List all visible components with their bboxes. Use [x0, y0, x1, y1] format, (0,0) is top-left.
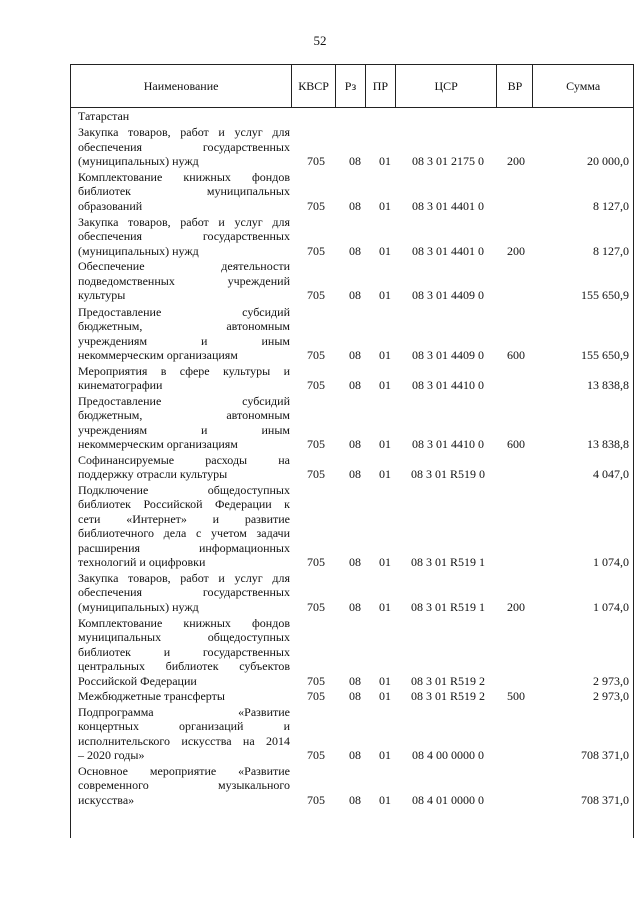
table-row [0, 215, 640, 259]
row-rz: 08 [349, 288, 361, 302]
row-name-line: расширения информационных [78, 540, 290, 555]
table-row [0, 364, 640, 393]
row-vr: 200 [507, 243, 525, 258]
row-pr: 01 [379, 198, 391, 213]
row-name-line: обеспечения государственных [78, 229, 290, 243]
table-row [0, 571, 640, 615]
row-name-line: культуры [78, 288, 126, 302]
table-row [0, 109, 640, 124]
row-kvsr: 705 [307, 599, 325, 614]
row-name-line: (муниципальных) нужд [78, 599, 199, 614]
row-name-line: Обеспечение деятельности [78, 259, 290, 273]
row-sum: 13 838,8 [587, 378, 629, 392]
row-pr: 01 [379, 748, 391, 762]
row-kvsr: 705 [307, 555, 325, 569]
row-name [78, 259, 290, 303]
row-csr: 08 3 01 4401 0 [412, 243, 484, 258]
row-csr: 08 4 01 0000 0 [412, 792, 484, 807]
row-pr: 01 [379, 348, 391, 362]
row-vr: 600 [507, 437, 525, 451]
row-rz: 08 [349, 555, 361, 569]
row-name-line: Подключение общедоступных [78, 482, 290, 497]
row-sum: 2 973,0 [593, 673, 629, 688]
header-rz: Рз [336, 65, 366, 107]
row-rz: 08 [349, 348, 361, 362]
row-kvsr: 705 [307, 378, 325, 392]
row-name-line: Основное мероприятие «Развитие [78, 763, 290, 778]
header-sum: Сумма [566, 78, 601, 93]
row-name-line: современного музыкального [78, 778, 290, 792]
row-kvsr: 705 [307, 288, 325, 302]
header-pr: ПР [366, 65, 396, 107]
row-name [78, 483, 290, 570]
row-sum: 1 074,0 [593, 599, 629, 614]
row-rz: 08 [349, 243, 361, 258]
row-name [78, 689, 290, 704]
row-vr: 200 [507, 154, 525, 168]
table-row [0, 170, 640, 214]
row-name [78, 305, 290, 363]
table-header [70, 64, 634, 108]
row-name-line: образований [78, 198, 143, 213]
row-csr: 08 4 00 0000 0 [412, 748, 484, 762]
row-sum: 155 650,9 [581, 288, 629, 302]
row-csr: 08 3 01 2175 0 [412, 154, 484, 168]
row-name-line: подведомственных учреждений [78, 273, 290, 288]
row-name-line: центральных библиотек субъектов [78, 659, 290, 673]
row-vr: 200 [507, 599, 525, 614]
row-name [78, 764, 290, 808]
row-sum: 155 650,9 [581, 348, 629, 362]
row-rz: 08 [349, 154, 361, 168]
row-name [78, 125, 290, 169]
row-rz: 08 [349, 748, 361, 762]
row-pr: 01 [379, 673, 391, 688]
row-name-line: Предоставление субсидий [78, 304, 290, 319]
row-name-line: Софинансируемые расходы на [78, 452, 290, 467]
row-kvsr: 705 [307, 198, 325, 213]
row-rz: 08 [349, 378, 361, 392]
row-name-line: бюджетным, автономным [78, 319, 290, 333]
row-kvsr: 705 [307, 243, 325, 258]
row-kvsr: 705 [307, 437, 325, 451]
row-name-line: искусства» [78, 792, 135, 807]
row-name-line: исполнительского искусства на 2014 [78, 733, 290, 748]
table-row [0, 705, 640, 763]
row-sum: 1 074,0 [593, 555, 629, 569]
table-row [0, 453, 640, 482]
row-sum: 2 973,0 [593, 689, 629, 703]
row-name [78, 109, 290, 124]
row-name-line: Российской Федерации [78, 673, 197, 688]
row-sum: 4 047,0 [593, 467, 629, 481]
row-csr: 08 3 01 4410 0 [412, 378, 484, 392]
row-name-line: Предоставление субсидий [78, 393, 290, 408]
row-name-line: обеспечения государственных [78, 585, 290, 599]
row-name-line: некоммерческим организациям [78, 437, 238, 451]
row-name-line: – 2020 годы» [78, 748, 145, 762]
row-kvsr: 705 [307, 792, 325, 807]
row-csr: 08 3 01 4409 0 [412, 348, 484, 362]
header-csr: ЦСР [396, 65, 498, 107]
row-vr: 500 [507, 689, 525, 703]
table-row [0, 125, 640, 169]
row-rz: 08 [349, 198, 361, 213]
row-name-line: учреждениям и иным [78, 333, 290, 348]
table-row [0, 305, 640, 363]
row-name-line: кинематографии [78, 378, 163, 392]
row-name-line: Комплектование книжных фондов [78, 615, 290, 630]
row-name-line: (муниципальных) нужд [78, 243, 199, 258]
row-rz: 08 [349, 467, 361, 481]
row-pr: 01 [379, 288, 391, 302]
row-pr: 01 [379, 689, 391, 703]
row-name-line: Межбюджетные трансферты [78, 689, 225, 703]
row-name-line: Закупка товаров, работ и услуг для [78, 125, 290, 139]
row-rz: 08 [349, 673, 361, 688]
row-sum: 8 127,0 [593, 198, 629, 213]
row-sum: 708 371,0 [581, 748, 629, 762]
row-name-line: сети «Интернет» и развитие [78, 511, 290, 526]
row-name [78, 616, 290, 689]
row-name-line: учреждениям и иным [78, 422, 290, 437]
row-name-line: муниципальных общедоступных [78, 630, 290, 644]
row-name-line: Закупка товаров, работ и услуг для [78, 214, 290, 229]
row-pr: 01 [379, 792, 391, 807]
row-name-line: концертных организаций и [78, 719, 290, 733]
row-pr: 01 [379, 437, 391, 451]
row-pr: 01 [379, 378, 391, 392]
row-pr: 01 [379, 154, 391, 168]
row-name-line: технологий и оцифровки [78, 555, 206, 569]
row-rz: 08 [349, 437, 361, 451]
row-name [78, 453, 290, 482]
table-body [0, 108, 640, 807]
row-name-line: обеспечения государственных [78, 139, 290, 154]
row-name-line: поддержку отрасли культуры [78, 467, 228, 481]
header-vr: ВР [497, 65, 533, 107]
row-csr: 08 3 01 4409 0 [412, 288, 484, 302]
row-rz: 08 [349, 599, 361, 614]
row-rz: 08 [349, 792, 361, 807]
page-number: 52 [313, 33, 327, 48]
row-name [78, 364, 290, 393]
row-pr: 01 [379, 243, 391, 258]
row-sum: 13 838,8 [587, 437, 629, 451]
row-name-line: Комплектование книжных фондов [78, 169, 290, 184]
table-row [0, 394, 640, 452]
row-name [78, 394, 290, 452]
row-vr: 600 [507, 348, 525, 362]
row-pr: 01 [379, 555, 391, 569]
row-kvsr: 705 [307, 673, 325, 688]
row-name-line: библиотек и государственных [78, 644, 290, 659]
row-name-line: Татарстан [78, 109, 130, 123]
row-kvsr: 705 [307, 348, 325, 362]
row-name-line: Подпрограмма «Развитие [78, 704, 290, 719]
table-row [0, 689, 640, 704]
table-row [0, 259, 640, 303]
row-csr: 08 3 01 R519 0 [410, 467, 485, 481]
row-kvsr: 705 [307, 689, 325, 703]
row-name-line: некоммерческим организациям [78, 348, 238, 362]
row-sum: 8 127,0 [593, 243, 629, 258]
row-name-line: библиотек Российской Федерации к [78, 497, 290, 511]
row-kvsr: 705 [307, 154, 325, 168]
row-pr: 01 [379, 467, 391, 481]
row-csr: 08 3 01 4401 0 [412, 198, 484, 213]
row-csr: 08 3 01 R519 2 [410, 689, 485, 703]
row-kvsr: 705 [307, 748, 325, 762]
row-name-line: библиотечного дела с учетом задачи [78, 526, 290, 540]
row-name-line: библиотек муниципальных [78, 184, 290, 198]
row-name [78, 215, 290, 259]
row-csr: 08 3 01 R519 2 [410, 673, 485, 688]
table-row [0, 483, 640, 570]
header-kvsr: КВСР [292, 65, 336, 107]
row-csr: 08 3 01 R519 1 [410, 599, 485, 614]
row-name [78, 170, 290, 214]
row-sum: 20 000,0 [587, 154, 629, 168]
row-sum: 708 371,0 [581, 792, 629, 807]
row-csr: 08 3 01 4410 0 [412, 437, 484, 451]
row-csr: 08 3 01 R519 1 [410, 555, 485, 569]
table-row [0, 764, 640, 808]
row-name-line: Мероприятия в сфере культуры и [78, 363, 290, 378]
row-name [78, 571, 290, 615]
row-name-line: бюджетным, автономным [78, 408, 290, 422]
row-pr: 01 [379, 599, 391, 614]
header-name: Наименование [71, 65, 292, 107]
row-name [78, 705, 290, 763]
table-row [0, 616, 640, 689]
row-kvsr: 705 [307, 467, 325, 481]
row-name-line: (муниципальных) нужд [78, 154, 199, 168]
row-rz: 08 [349, 689, 361, 703]
row-name-line: Закупка товаров, работ и услуг для [78, 570, 290, 585]
